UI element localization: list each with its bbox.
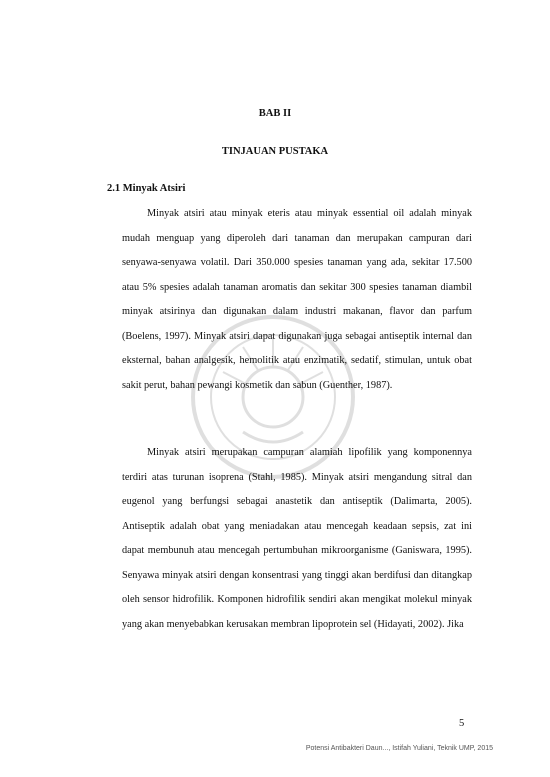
body-paragraph: Minyak atsiri atau minyak eteris atau minyak essential oil adalah minyak mudah menguap yang diperoleh dari tanaman dan merupakan campuran dari senyawa-senyawa volatil. Dari 350.000 spesies tanaman yang ada, sekitar 17.500 atau 5% spesies adalah tanaman aromatis dan sekitar 300 spesies tanaman diambil minyak atsirinya dan digunakan dalam industri makanan, flavor dan parfum (Boelens, 1997). Minyak atsiri dapat digunakan juga sebagai antiseptik internal dan eksternal, bahan analgesik, hemolitik atau enzimatik, sedatif, stimulan, untuk obat sakit perut, bahan pewangi kosmetik dan sabun (Guenther, 1987). bbox=[122, 208, 472, 391]
page-number: 5 bbox=[459, 718, 465, 729]
section-title: 2.1 Minyak Atsiri bbox=[107, 183, 186, 194]
page-footer: Potensi Antibakteri Daun..., Istifah Yuliani, Teknik UMP, 2015 bbox=[305, 745, 493, 752]
chapter-title: TINJAUAN PUSTAKA bbox=[221, 146, 329, 157]
chapter-number: BAB II bbox=[258, 108, 292, 119]
body-paragraph: Minyak atsiri merupakan campuran alamiah lipofilik yang komponennya terdiri atas turunan isoprena (Stahl, 1985). Minyak atsiri mengandung sitral dan eugenol yang berfungsi sebagai anastetik dan antiseptik (Dalimarta, 2005). Antiseptik adalah obat yang meniadakan atau mencegah keadaan sepsis, zat ini dapat membunuh atau mencegah pertumbuhan mikroorganisme (Ganiswara, 1995). Senyawa minyak atsiri dengan konsentrasi yang tinggi akan berdifusi dan ditangkap oleh sensor hidrofilik. Komponen hidrofilik sendiri akan mengikat molekul minyak yang akan menyebabkan kerusakan membran lipoprotein sel (Hidayati, 2002). Jika bbox=[122, 447, 472, 630]
